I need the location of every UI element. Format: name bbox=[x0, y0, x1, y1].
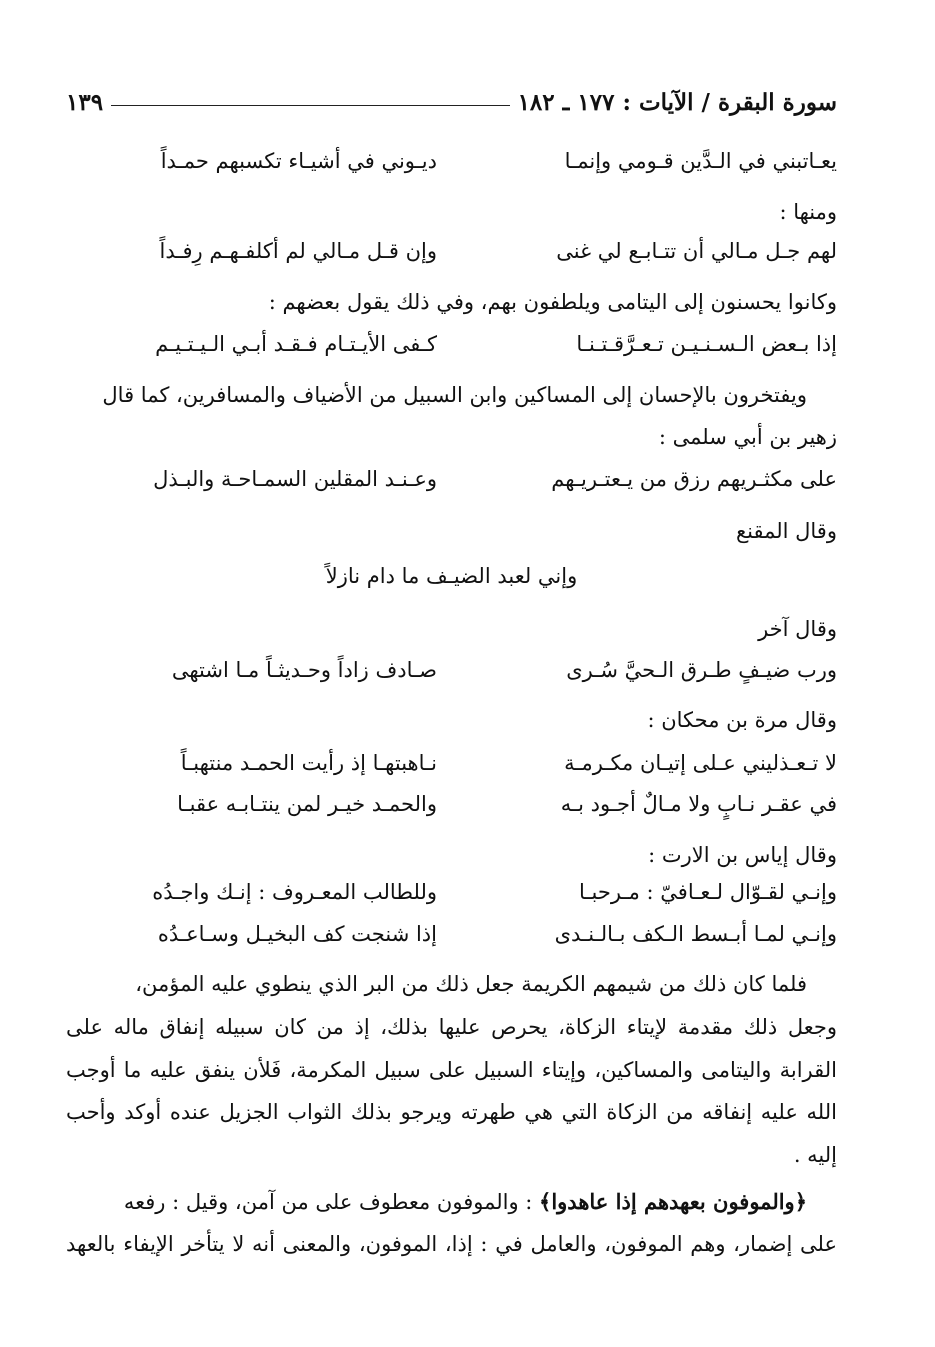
verse-line bbox=[66, 655, 837, 685]
verse-second-hemistich: كـفى الأيـتـام فـقـد أبـي الـيـتـيـم bbox=[155, 332, 437, 356]
text-line: زهير بن أبي سلمى : bbox=[658, 425, 837, 449]
paragraph-line: ويفتخرون بالإحسان إلى المساكين وابن السبيل من الأضياف والمسافرين، كما قال bbox=[102, 383, 807, 407]
verse-line bbox=[66, 919, 837, 949]
verse-first-hemistich: وإنـي لقـوّال لـعـافيّ : مـرحبـا bbox=[579, 880, 837, 904]
verse-second-hemistich: إذا شنجت كف البخيـل وسـاعـدُه bbox=[157, 922, 437, 946]
page-number: ١٣٩ bbox=[66, 88, 104, 116]
verse-first-hemistich: لا تـعـذليني عـلى إتيـان مكـرمـة bbox=[564, 751, 837, 775]
verse-first-hemistich: وإنـي لمـا أبـسط الـكف بـالـنـدى bbox=[554, 922, 837, 946]
verse-first-hemistich: يعـاتبني في الـدَّين قـومي وإنمـا bbox=[564, 149, 837, 173]
verse-first-hemistich: ورب ضيـفٍ طـرق الـحيَّ سُـرى bbox=[566, 658, 837, 682]
page-header bbox=[66, 82, 837, 122]
verse-second-hemistich: ديـوني في أشيـاء تكسبهم حمـداً bbox=[160, 149, 437, 173]
text-line: وقال المقنع bbox=[735, 519, 837, 543]
verse-second-hemistich: وإن قـل مـالي لم أكلفـهـم رِفـداً bbox=[159, 239, 437, 263]
verse-second-hemistich: والحمـد خيـر لمن ينتـابـه عقبـا bbox=[177, 792, 437, 816]
paragraph-text: : والموفون معطوف على من آمن، وقيل : رفعه bbox=[123, 1190, 540, 1214]
header-rule bbox=[111, 105, 510, 106]
verse-first-hemistich: في عقـر نـابٍ ولا مـالٌ أجـود بـه bbox=[560, 792, 837, 816]
paragraph-line bbox=[66, 1187, 837, 1217]
text-line: وكانوا يحسنون إلى اليتامى ويلطفون بهم، وفي ذلك يقول بعضهم : bbox=[268, 290, 837, 314]
verse-line bbox=[66, 877, 837, 907]
verse-second-hemistich: صـادف زاداً وحـديثـاً مـا اشتهى bbox=[171, 658, 437, 682]
text-line: وقال مرة بن محكان : bbox=[647, 708, 837, 732]
verse-first-hemistich: لهم جـل مـالي أن تتـابـع لي غنى bbox=[556, 239, 837, 263]
verse-first-hemistich: على مكثـريهم رزق من يـعتـريـهم bbox=[551, 467, 837, 491]
text-line: وجعل ذلك مقدمة لإيتاء الزكاة، يحرص عليها بذلك، إذ من كان سبيله إنفاق ماله على bbox=[66, 1015, 837, 1039]
text-line: ومنها : bbox=[779, 200, 837, 224]
verse-line bbox=[66, 236, 837, 266]
centered-verse: وإني لعبد الضيـف ما دام نازلاً bbox=[325, 564, 578, 588]
text-line: القرابة واليتامى والمساكين، وإيتاء السبيل على سبيل المكرمة، فَلأن ينفق عليه ما أوجب bbox=[66, 1058, 837, 1082]
text-line: وقال آخر bbox=[758, 617, 837, 641]
quran-quote: ﴿والموفون بعهدهم إذا عاهدوا﴾ bbox=[539, 1189, 807, 1214]
verse-line bbox=[66, 748, 837, 778]
verse-second-hemistich: وعـنـد المقلين السمـاحـة والبـذل bbox=[153, 467, 437, 491]
verse-line bbox=[66, 146, 837, 176]
text-line: الله عليه إنفاقه من الزكاة التي هي طهرته ويرجو بذلك الثواب الجزيل عنده أوكد وأحب bbox=[66, 1100, 837, 1124]
text-line: على إضمار، وهم الموفون، والعامل في : إذا، الموفون، والمعنى أنه لا يتأخر الإيفاء بالعهد bbox=[66, 1232, 837, 1256]
verse-line bbox=[66, 789, 837, 819]
verse-line bbox=[66, 464, 837, 494]
text-line: وقال إياس بن الارت : bbox=[648, 843, 837, 867]
paragraph-line: فلما كان ذلك من شيمهم الكريمة جعل ذلك من البر الذي ينطوي عليه المؤمن، bbox=[135, 972, 807, 996]
text-line: إليه . bbox=[793, 1143, 837, 1167]
verse-line bbox=[66, 329, 837, 359]
surah-title: سورة البقرة / الآيات : ١٧٧ ـ ١٨٢ bbox=[517, 88, 837, 116]
verse-first-hemistich: إذا بـعض الـسـنـيـن تـعـرَّقـتـنـا bbox=[576, 332, 837, 356]
verse-second-hemistich: نـاهبتهـا إذ رأيت الحمـد منتهبـاً bbox=[180, 751, 437, 775]
verse-second-hemistich: وللطالب المعـروف : إنـك واجـدُه bbox=[152, 880, 437, 904]
